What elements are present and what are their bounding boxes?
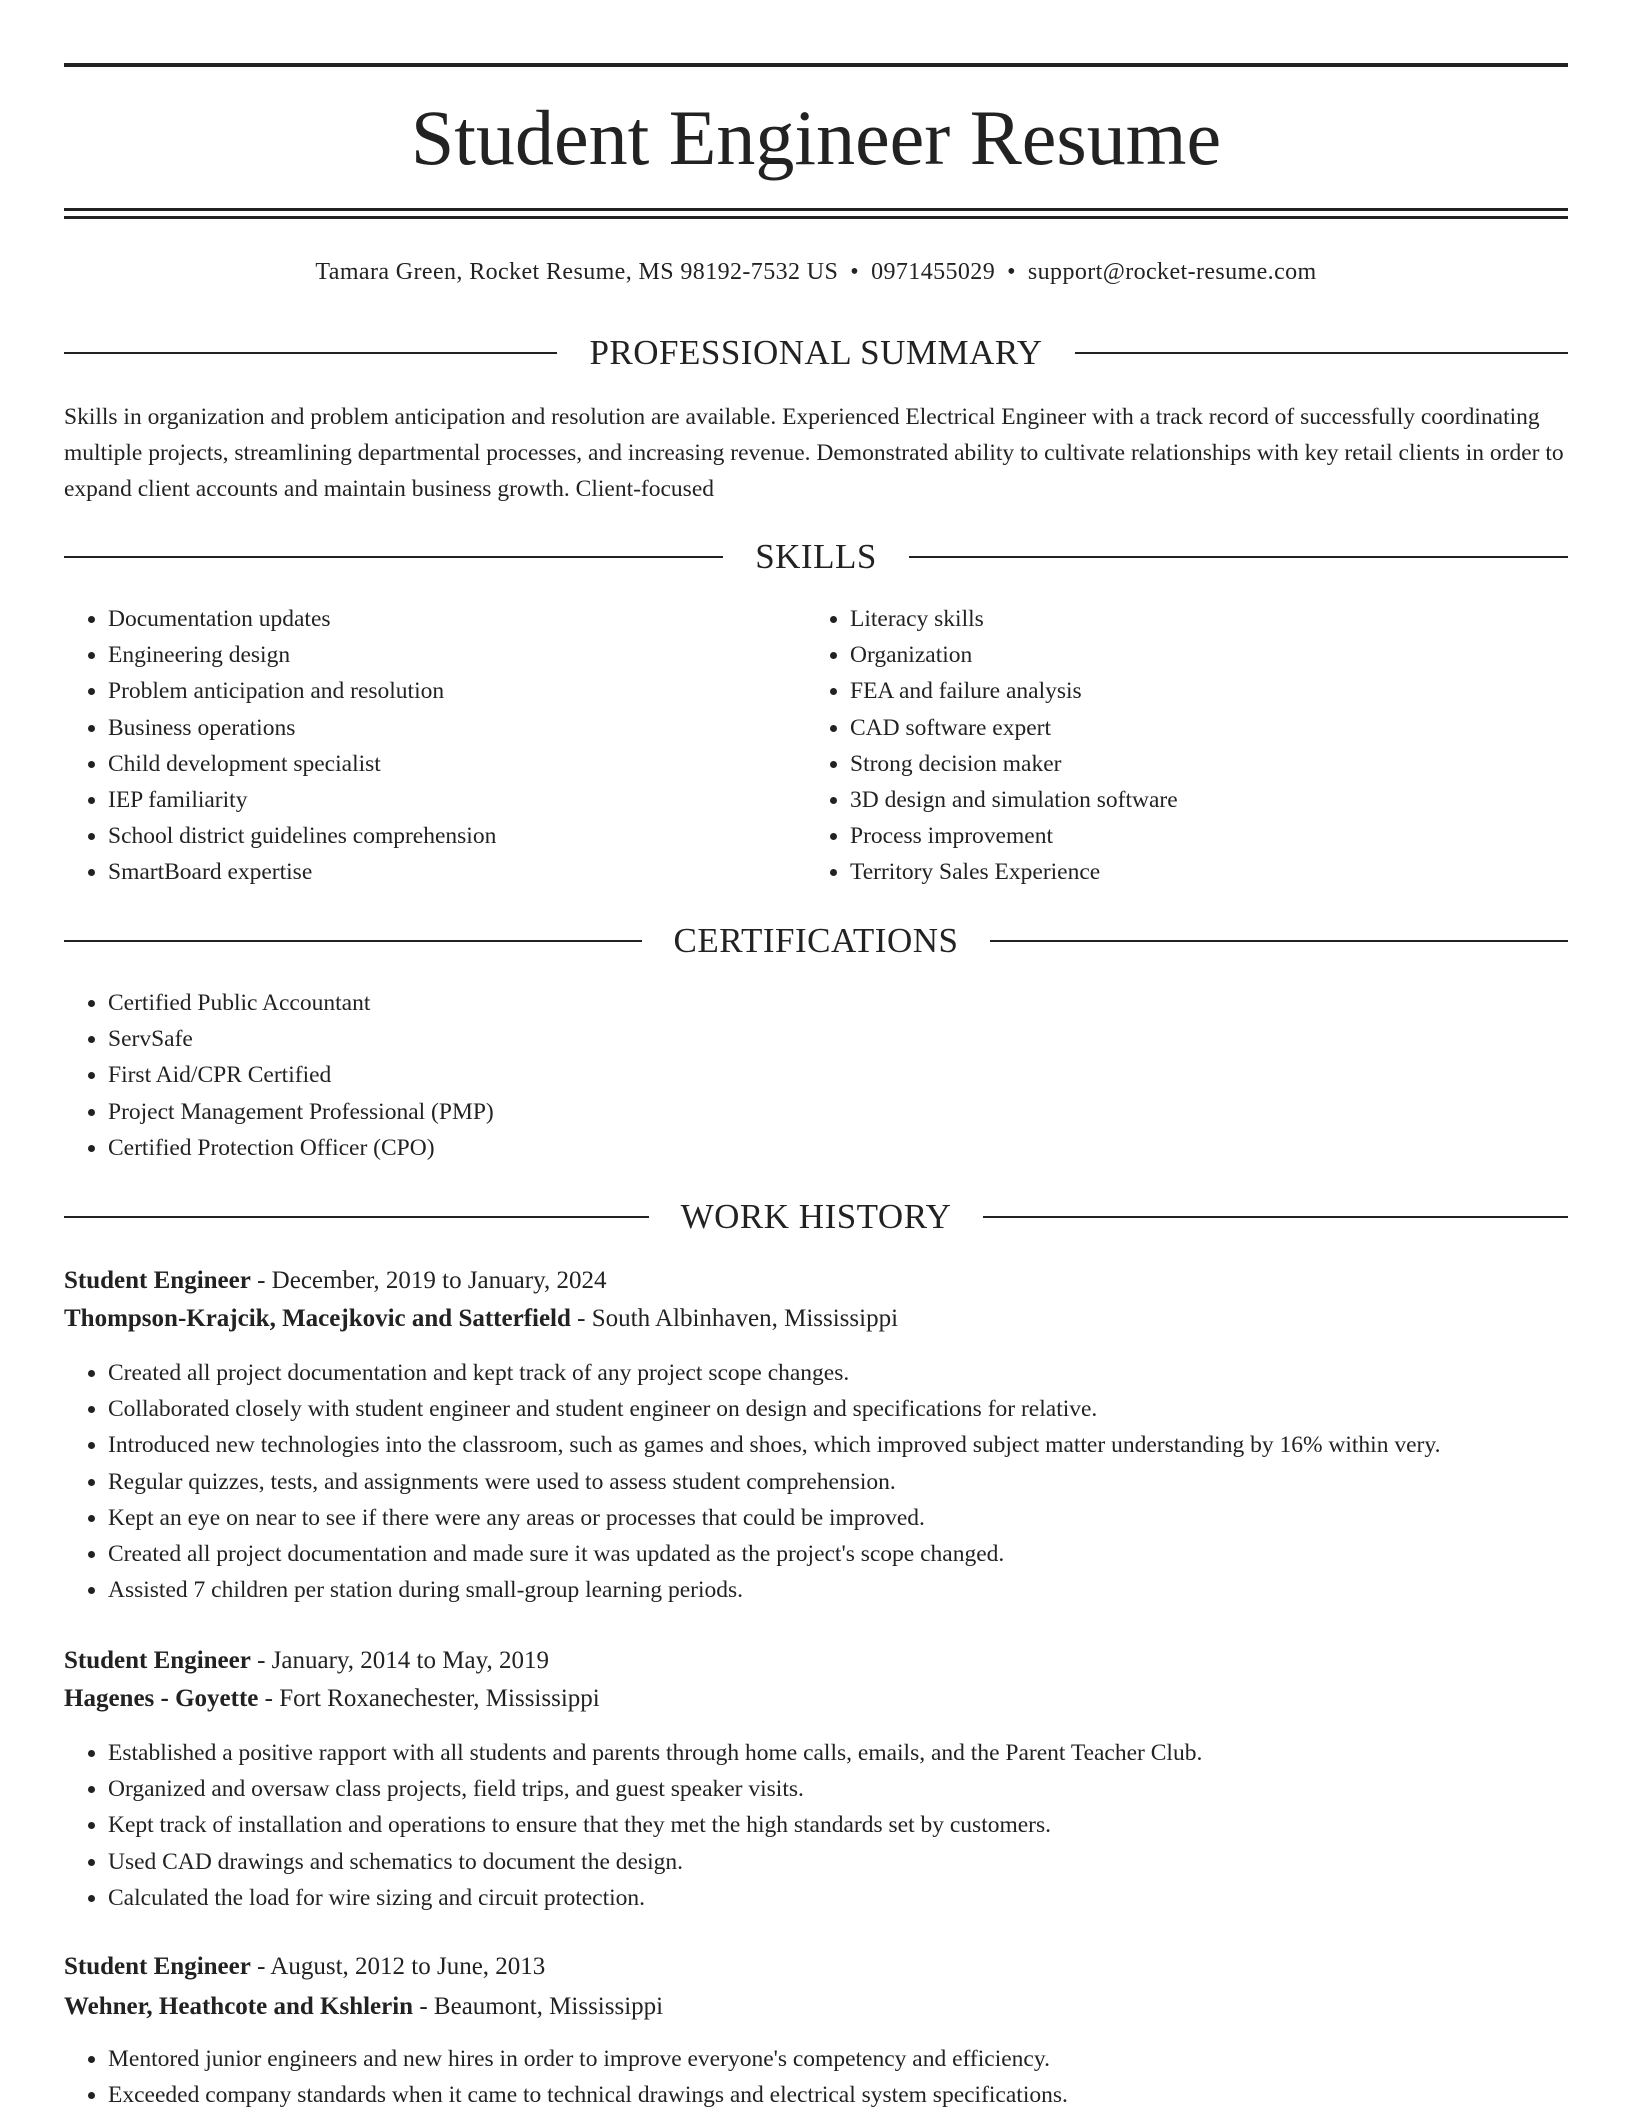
skills-heading-label: SKILLS bbox=[755, 537, 877, 576]
contact-email: support@rocket-resume.com bbox=[1027, 259, 1317, 285]
title-double-divider bbox=[64, 208, 1568, 219]
job-company: Hagenes - Goyette bbox=[64, 1685, 259, 1712]
skills-left-list bbox=[64, 601, 804, 891]
certifications-list bbox=[64, 985, 494, 1166]
certifications-heading bbox=[64, 919, 1568, 963]
skill-item: • Engineering design bbox=[108, 637, 804, 673]
skills-right-column bbox=[806, 601, 1566, 891]
contact-separator: • bbox=[850, 259, 860, 285]
job-company-line bbox=[64, 1680, 600, 1718]
skill-item: • Child development specialist bbox=[108, 746, 804, 782]
job-duty-item: • Regular quizzes, tests, and assignments were used to assess student comprehension. bbox=[108, 1464, 1440, 1500]
job-title-line bbox=[64, 1642, 549, 1680]
job-company: Thompson-Krajcik, Macejkovic and Satterfield bbox=[64, 1305, 571, 1332]
heading-rule-right bbox=[983, 1216, 1568, 1218]
skill-item: • CAD software expert bbox=[850, 710, 1566, 746]
job-duties-list bbox=[64, 2041, 1068, 2113]
job-duties-list bbox=[64, 1355, 1440, 1608]
job-dates: - December, 2019 to January, 2024 bbox=[250, 1267, 607, 1294]
skill-item: • Problem anticipation and resolution bbox=[108, 673, 804, 709]
summary-heading bbox=[64, 331, 1568, 375]
skills-left-column bbox=[64, 601, 804, 891]
job-dates: - August, 2012 to June, 2013 bbox=[250, 1953, 546, 1980]
skill-item: • FEA and failure analysis bbox=[850, 673, 1566, 709]
certification-item: • Project Management Professional (PMP) bbox=[108, 1094, 494, 1130]
job-duty-item: • Established a positive rapport with all students and parents through home calls, emails, and the Parent Teacher Club. bbox=[108, 1735, 1202, 1771]
job-location: - Fort Roxanechester, Mississippi bbox=[258, 1685, 600, 1712]
job-duty-item: • Kept an eye on near to see if there were any areas or processes that could be improved. bbox=[108, 1500, 1440, 1536]
skill-item: • Organization bbox=[850, 637, 1566, 673]
skill-item: • Strong decision maker bbox=[850, 746, 1566, 782]
job-duties bbox=[64, 1735, 1202, 1916]
contact-separator: • bbox=[1007, 259, 1016, 285]
job-dates: - January, 2014 to May, 2019 bbox=[250, 1647, 549, 1674]
summary-heading-label: PROFESSIONAL SUMMARY bbox=[589, 333, 1043, 372]
skill-item: • Literacy skills bbox=[850, 601, 1566, 637]
job-company: Wehner, Heathcote and Kshlerin bbox=[64, 1993, 414, 2020]
skill-item: • School district guidelines comprehension bbox=[108, 818, 804, 854]
skills-heading bbox=[64, 535, 1568, 579]
job-title: Student Engineer bbox=[64, 1267, 251, 1294]
skills-right-list bbox=[806, 601, 1566, 891]
skill-item: • Process improvement bbox=[850, 818, 1566, 854]
job-duty-item: • Mentored junior engineers and new hires in order to improve everyone's competency and efficiency. bbox=[108, 2041, 1068, 2077]
work-history-heading bbox=[64, 1195, 1568, 1239]
certifications-heading-label: CERTIFICATIONS bbox=[673, 921, 959, 960]
contact-address: Tamara Green, Rocket Resume, MS 98192-7532 US bbox=[315, 259, 839, 285]
job-duty-item: • Used CAD drawings and schematics to document the design. bbox=[108, 1844, 1202, 1880]
heading-rule-left bbox=[64, 1216, 649, 1218]
certification-item: • Certified Public Accountant bbox=[108, 985, 494, 1021]
skill-item: • Documentation updates bbox=[108, 601, 804, 637]
certification-item: • Certified Protection Officer (CPO) bbox=[108, 1130, 494, 1166]
heading-rule-left bbox=[64, 940, 642, 942]
job-duty-item: • Organized and oversaw class projects, field trips, and guest speaker visits. bbox=[108, 1771, 1202, 1807]
heading-rule-right bbox=[990, 940, 1568, 942]
certification-item: • First Aid/CPR Certified bbox=[108, 1057, 494, 1093]
job-duty-item: • Calculated the load for wire sizing and circuit protection. bbox=[108, 1880, 1202, 1916]
job-location: - Beaumont, Mississippi bbox=[413, 1993, 664, 2020]
job-location: - South Albinhaven, Mississippi bbox=[570, 1305, 899, 1332]
job-duty-item: • Created all project documentation and made sure it was updated as the project's scope changed. bbox=[108, 1536, 1440, 1572]
top-divider bbox=[64, 63, 1568, 67]
skill-item: • SmartBoard expertise bbox=[108, 854, 804, 890]
contact-line bbox=[64, 254, 1568, 290]
heading-rule-right bbox=[909, 556, 1568, 558]
job-duties bbox=[64, 1355, 1440, 1608]
job-duty-item: • Kept track of installation and operations to ensure that they met the high standards set by customers. bbox=[108, 1807, 1202, 1843]
job-company-line bbox=[64, 1988, 663, 2026]
job-title: Student Engineer bbox=[64, 1647, 251, 1674]
work-history-heading-label: WORK HISTORY bbox=[680, 1197, 952, 1236]
skill-item: • 3D design and simulation software bbox=[850, 782, 1566, 818]
job-duty-item: • Created all project documentation and kept track of any project scope changes. bbox=[108, 1355, 1440, 1391]
job-title-line bbox=[64, 1262, 606, 1300]
job-title-line bbox=[64, 1948, 545, 1986]
job-duty-item: • Collaborated closely with student engineer and student engineer on design and specifications for relative. bbox=[108, 1391, 1440, 1427]
job-company-line bbox=[64, 1300, 898, 1338]
summary-text: Skills in organization and problem anticipation and resolution are available. Experienced Electrical Engineer with a track record of successfully coordinating multiple projects, streamlining departmental processes, and increasing revenue. Demonstrated ability to cultivate relationships with key retail clients in order to expand client accounts and maintain business growth. Client-focused bbox=[64, 404, 1564, 502]
certifications-block bbox=[64, 985, 494, 1166]
heading-rule-right bbox=[1075, 352, 1568, 354]
job-duty-item: • Exceeded company standards when it came to technical drawings and electrical system specifications. bbox=[108, 2077, 1068, 2113]
job-duty-item: • Introduced new technologies into the classroom, such as games and shoes, which improved subject matter understanding by 16% within very. bbox=[108, 1427, 1440, 1463]
contact-phone: 0971455029 bbox=[871, 259, 996, 285]
skill-item: • Business operations bbox=[108, 710, 804, 746]
job-duty-item: • Assisted 7 children per station during small-group learning periods. bbox=[108, 1572, 1440, 1608]
certification-item: • ServSafe bbox=[108, 1021, 494, 1057]
resume-title: Student Engineer Resume bbox=[410, 94, 1222, 181]
heading-rule-left bbox=[64, 352, 557, 354]
job-duties bbox=[64, 2041, 1068, 2113]
skill-item: • Territory Sales Experience bbox=[850, 854, 1566, 890]
heading-rule-left bbox=[64, 556, 723, 558]
job-duties-list bbox=[64, 1735, 1202, 1916]
skill-item: • IEP familiarity bbox=[108, 782, 804, 818]
job-title: Student Engineer bbox=[64, 1953, 251, 1980]
